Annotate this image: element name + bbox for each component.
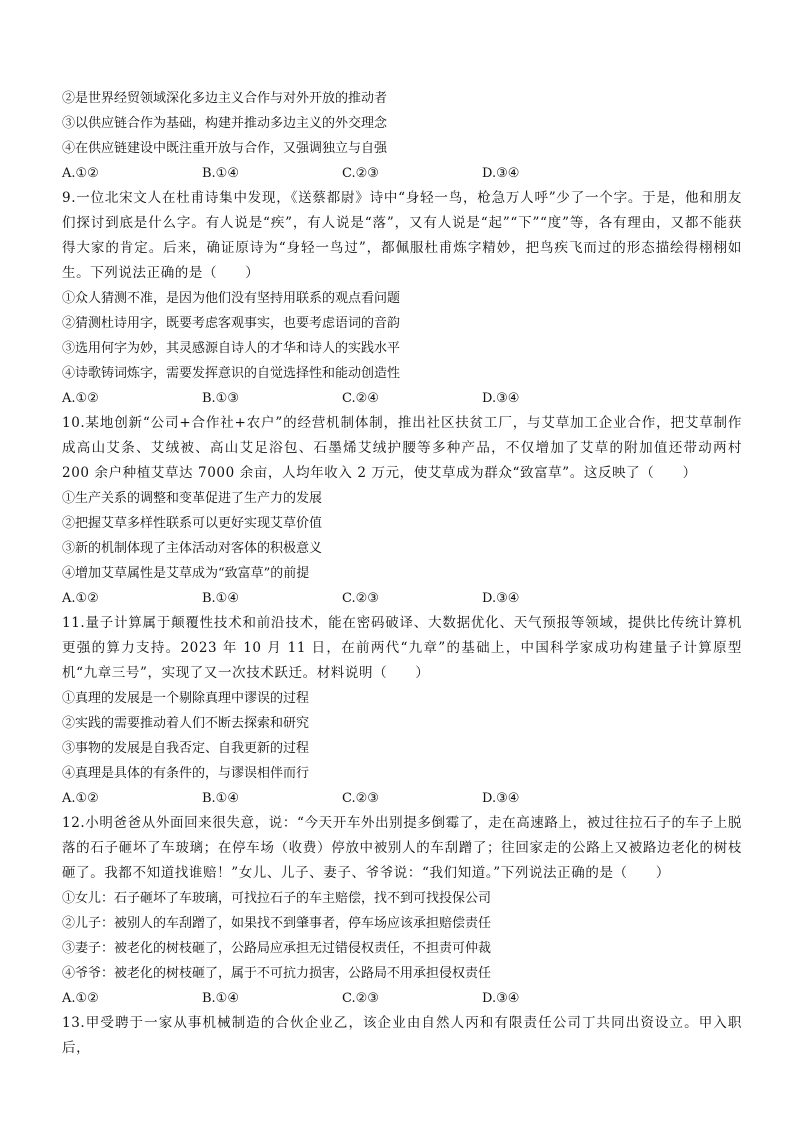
q10-option-a: A.①②: [62, 591, 99, 606]
q9-option-c: C.②④: [342, 391, 379, 406]
q8-option-d: D.③④: [482, 166, 520, 181]
question-12: [62, 811, 742, 1011]
q10-item-3: ③新的机制体现了主体活动对客体的积极意义: [62, 541, 323, 556]
q10-options: [62, 586, 742, 611]
q11-options: [62, 786, 742, 811]
q9-option-a: A.①②: [62, 391, 99, 406]
q11-option-d: D.③④: [482, 791, 520, 806]
q10-item-1: ①生产关系的调整和变革促进了生产力的发展: [62, 491, 323, 506]
q10-option-d: D.③④: [482, 591, 520, 606]
q11-item-2: ②实践的需要推动着人们不断去探索和研究: [62, 716, 310, 731]
q13-stem: 13.甲受聘于一家从事机械制造的合伙企业乙，该企业由自然人丙和有限责任公司丁共同出资设立。甲入职后，: [62, 1015, 742, 1056]
q11-option-a: A.①②: [62, 791, 99, 806]
q8-item-4: ④在供应链建设中既注重开放与合作，又强调独立与自强: [62, 141, 388, 156]
q12-item-1: ①女儿：石子砸坏了车玻璃，可找拉石子的车主赔偿，找不到可找投保公司: [62, 891, 492, 906]
q8-option-a: A.①②: [62, 166, 99, 181]
question-13: [62, 1011, 742, 1061]
q11-option-c: C.②③: [342, 791, 379, 806]
q11-item-1: ①真理的发展是一个剔除真理中谬误的过程: [62, 691, 310, 706]
q8-options: [62, 161, 742, 186]
q10-item-4: ④增加艾草属性是艾草成为“致富草”的前提: [62, 566, 310, 581]
q8-option-b: B.①④: [202, 166, 239, 181]
q12-option-c: C.②③: [342, 991, 379, 1006]
question-9: [62, 186, 742, 411]
exam-page: [62, 86, 742, 1061]
question-10: [62, 411, 742, 611]
q11-item-4: ④真理是具体的有条件的，与谬误相伴而行: [62, 766, 310, 781]
q9-item-4: ④诗歌铸词炼字，需要发挥意识的自觉选择性和能动创造性: [62, 366, 401, 381]
q9-stem: 9.一位北宋文人在杜甫诗集中发现，《送蔡都尉》诗中“身轻一鸟，枪急万人呼”少了一个字。于是，他和朋友们探讨到底是什么字。有人说是“疾”，有人说是“落”，又有人说是“起”“下”“度”等，各有理由，又都不能获得大家的肯定。后来，确证原诗为“身轻一鸟过”，都佩服杜甫炼字精妙，把鸟疾飞而过的形态描绘得栩栩如生。下列说法正确的是（ ）: [62, 190, 742, 281]
q12-option-a: A.①②: [62, 991, 99, 1006]
q9-item-3: ③选用何字为妙，其灵感源自诗人的才华和诗人的实践水平: [62, 341, 401, 356]
q9-option-d: D.③④: [482, 391, 520, 406]
question-11: [62, 611, 742, 811]
q12-item-3: ③妻子：被老化的树枝砸了，公路局应承担无过错侵权责任，不担责可仲裁: [62, 941, 492, 956]
q12-option-d: D.③④: [482, 991, 520, 1006]
q8-item-2: ②是世界经贸领域深化多边主义合作与对外开放的推动者: [62, 91, 388, 106]
q10-option-c: C.②③: [342, 591, 379, 606]
question-8: [62, 86, 742, 186]
q11-item-3: ③事物的发展是自我否定、自我更新的过程: [62, 741, 310, 756]
q8-option-c: C.②③: [342, 166, 379, 181]
q12-option-b: B.①④: [202, 991, 239, 1006]
q10-stem: 10.某地创新“公司+合作社+农户”的经营机制体制，推出社区扶贫工厂，与艾草加工企业合作，把艾草制作成高山艾条、艾绒被、高山艾足浴包、石墨烯艾绒护腰等多种产品，不仅增加了艾草的附加值还带动两村 200 余户种植艾草达 7000 余亩，人均年收入 2 万元，使艾草成为群众“致富草”。这反映了（ ）: [62, 415, 742, 481]
q8-item-3: ③以供应链合作为基础，构建并推动多边主义的外交理念: [62, 116, 388, 131]
q9-item-2: ②猜测杜诗用字，既要考虑客观事实，也要考虑语词的音韵: [62, 316, 401, 331]
q10-option-b: B.①④: [202, 591, 239, 606]
q9-item-1: ①众人猜测不准，是因为他们没有坚持用联系的观点看问题: [62, 291, 401, 306]
q12-item-4: ④爷爷：被老化的树枝砸了，属于不可抗力损害，公路局不用承担侵权责任: [62, 966, 492, 981]
q9-options: [62, 386, 742, 411]
q12-options: [62, 986, 742, 1011]
q11-stem: 11.量子计算属于颠覆性技术和前沿技术，能在密码破译、大数据优化、天气预报等领域，提供比传统计算机更强的算力支持。2023 年 10 月 11 日，在前两代“九章”的基础上，中国科学家成功构建量子计算原型机“九章三号”，实现了又一次技术跃迁。材料说明（ ）: [62, 615, 742, 681]
q10-item-2: ②把握艾草多样性联系可以更好实现艾草价值: [62, 516, 323, 531]
q12-stem: 12.小明爸爸从外面回来很失意，说：“今天开车外出别提多倒霉了，走在高速路上，被过往拉石子的车子上脱落的石子砸坏了车玻璃；在停车场（收费）停放中被别人的车刮蹭了；往回家走的公路上又被路边老化的树枝砸了。我都不知道找谁赔！”女儿、儿子、妻子、爷爷说：“我们知道。”下列说法正确的是（ ）: [62, 815, 742, 881]
q9-option-b: B.①③: [202, 391, 239, 406]
q12-item-2: ②儿子：被别人的车刮蹭了，如果找不到肇事者，停车场应该承担赔偿责任: [62, 916, 492, 931]
q11-option-b: B.①④: [202, 791, 239, 806]
